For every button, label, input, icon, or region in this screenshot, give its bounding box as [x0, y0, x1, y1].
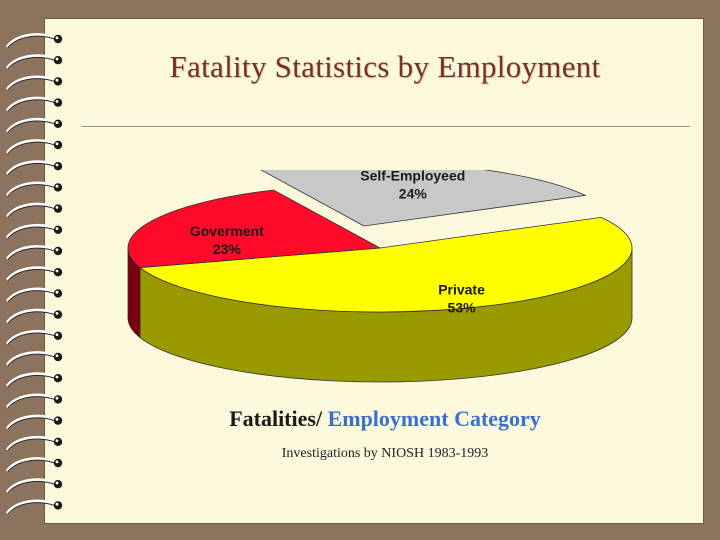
binder-ring — [8, 183, 62, 196]
binder-ring — [8, 120, 62, 133]
source-note: Investigations by NIOSH 1983-1993 — [281, 446, 489, 461]
pie-tops — [128, 170, 632, 312]
binder-ring — [8, 374, 62, 387]
binder-rings — [0, 0, 80, 540]
caption-part2: Employment Category — [327, 406, 541, 431]
slice-label: Goverment — [189, 223, 264, 240]
binder-ring — [8, 268, 62, 281]
binder-ring — [8, 332, 62, 345]
binder-ring — [8, 98, 62, 111]
binder-ring — [8, 416, 62, 429]
binder-ring — [8, 501, 62, 514]
slice-label: Self-Employeed — [360, 170, 466, 184]
binder-ring — [8, 459, 62, 472]
binder-ring — [8, 353, 62, 366]
binder-ring — [8, 438, 62, 451]
binder-ring — [8, 204, 62, 217]
binder-ring — [8, 56, 62, 69]
binder-ring — [8, 162, 62, 175]
binder-ring — [8, 247, 62, 260]
binder-ring — [8, 226, 62, 239]
caption-part1: Fatalities/ — [229, 406, 323, 431]
binder-ring — [8, 480, 62, 493]
binder-ring — [8, 310, 62, 323]
binder-ring — [8, 141, 62, 154]
slice-label: Private — [438, 281, 485, 298]
title-divider — [82, 126, 690, 128]
chart-caption — [80, 406, 690, 432]
slide-title: Fatality Statistics by Employment — [169, 49, 601, 84]
pie-chart — [110, 170, 650, 390]
binder-ring — [8, 395, 62, 408]
binder-ring — [8, 35, 62, 48]
slice-value-label: 23% — [212, 241, 241, 258]
binder-ring — [8, 77, 62, 90]
slice-value-label: 53% — [447, 299, 476, 316]
binder-ring — [8, 289, 62, 302]
slice-value-label: 24% — [398, 185, 427, 202]
